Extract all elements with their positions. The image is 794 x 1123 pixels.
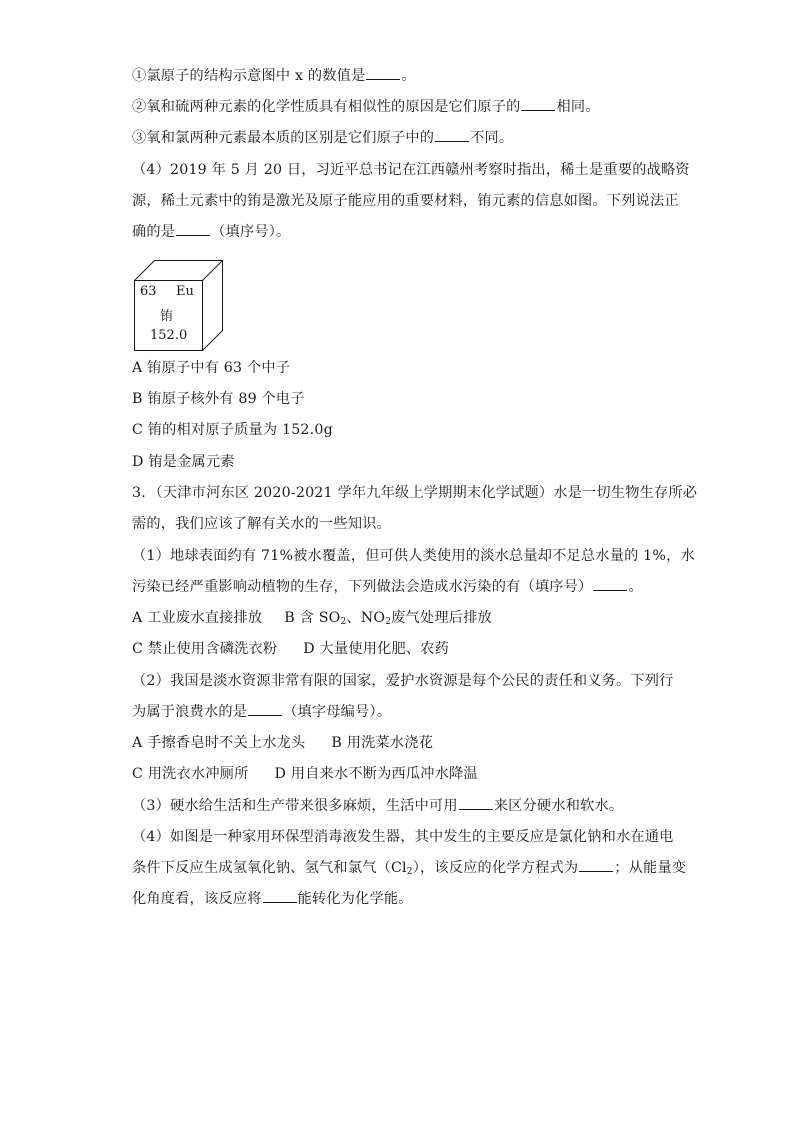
element-symbol: Eu [176, 284, 194, 299]
atomic-mass: 152.0 [150, 328, 188, 343]
answer-blank[interactable] [248, 703, 282, 716]
text: 能转化为化学能。 [297, 891, 413, 907]
text: 。 [628, 579, 643, 595]
option-b-prefix: B 含 SO [284, 610, 341, 626]
q3-part3-line [132, 796, 623, 816]
text: ；从能量变 [614, 860, 687, 876]
option-c: C 用洗衣水冲厕所 [132, 766, 249, 782]
option-b-suffix: 废气处理后排放 [391, 610, 492, 626]
option-b-mid: 、NO [346, 610, 386, 626]
text: ②氧和硫两种元素的化学性质具有相似性的原因是它们原子的 [132, 99, 521, 115]
q3-part1-options-ab [132, 608, 492, 632]
text: 。 [401, 68, 416, 84]
text: 确的是 [132, 224, 176, 240]
answer-blank[interactable] [366, 67, 400, 80]
answer-blank[interactable] [435, 129, 469, 142]
option-a: A 工业废水直接排放 [132, 610, 263, 626]
q3-part2-options-cd [132, 764, 478, 784]
sub-question-3 [132, 128, 513, 148]
sub-question-1 [132, 66, 416, 86]
text: 不同。 [470, 130, 514, 146]
text: ），该反应的化学方程式为 [412, 860, 579, 876]
element-card-figure [134, 260, 226, 352]
text: 条件下反应生成氢氧化钠、氢气和氯气（Cl [132, 860, 407, 876]
subscript: 2 [406, 867, 413, 877]
option-b: B 用洗菜水浇花 [331, 735, 434, 751]
q3-part4-line-3 [132, 889, 413, 909]
text: ③氧和氯两种元素最本质的区别是它们原子中的 [132, 130, 435, 146]
q3-part4-line-1: （4）如图是一种家用环保型消毒液发生器，其中发生的主要反应是氯化钠和水在通电 [132, 829, 674, 845]
text: 化角度看，该反应将 [132, 891, 262, 907]
answer-blank[interactable] [176, 223, 210, 236]
answer-blank[interactable] [593, 578, 627, 591]
q3-part2-options-ab [132, 733, 433, 753]
option-a: A 铕原子中有 63 个中子 [132, 360, 291, 376]
option-a: A 手擦香皂时不关上水龙头 [132, 735, 306, 751]
text: （3）硬水给生活和生产带来很多麻烦，生活中可用 [132, 798, 458, 814]
option-c: C 铕的相对原子质量为 152.0g [132, 422, 333, 438]
text: （填字母编号）。 [283, 704, 392, 720]
text: （填序号）。 [211, 224, 291, 240]
subscript: 2 [340, 617, 347, 627]
q3-part1-line-1: （1）地球表面约有 71%被水覆盖，但可供人类使用的淡水总量却不足总水量的 1%，水 [132, 548, 695, 564]
option-d: D 大量使用化肥、农药 [303, 641, 450, 657]
text: 污染已经严重影响动植物的生存，下列做法会造成水污染的有（填序号） [132, 579, 593, 595]
option-d: D 铕是金属元素 [132, 454, 235, 470]
q3-part2-line-2 [132, 702, 391, 722]
text: 来区分硬水和软水。 [493, 798, 624, 814]
paragraph-4-line-2: 源，稀土元素中的铕是激光及原子能应用的重要材料，铕元素的信息如图。下列说法正 [132, 193, 679, 209]
q3-part1-line-2 [132, 577, 643, 597]
q3-part1-options-cd [132, 639, 449, 659]
paragraph-4-line-1: （4）2019 年 5 月 20 日，习近平总书记在江西赣州考察时指出，稀土是重要的战略资 [132, 162, 690, 178]
sub-question-2 [132, 97, 600, 117]
option-d: D 用自来水不断为西瓜冲水降温 [274, 766, 478, 782]
answer-blank[interactable] [263, 890, 297, 903]
option-c: C 禁止使用含磷洗衣粉 [132, 641, 278, 657]
text: ①氯原子的结构示意图中 x 的数值是 [132, 68, 366, 84]
q3-part2-line-1: （2）我国是淡水资源非常有限的国家，爱护水资源是每个公民的责任和义务。下列行 [132, 673, 674, 689]
option-b: B 铕原子核外有 89 个电子 [132, 391, 305, 407]
answer-blank[interactable] [579, 859, 613, 872]
answer-blank[interactable] [459, 797, 493, 810]
subscript: 2 [385, 617, 392, 627]
answer-blank[interactable] [521, 98, 555, 111]
question-3-header-line-1: 3．（天津市河东区 2020-2021 学年九年级上学期期末化学试题）水是一切生物生存所必 [132, 485, 698, 501]
question-3-header-line-2: 需的，我们应该了解有关水的一些知识。 [132, 516, 391, 532]
text: 为属于浪费水的是 [132, 704, 248, 720]
element-name: 铕 [160, 309, 174, 324]
paragraph-4-line-3 [132, 222, 290, 242]
q3-part4-line-2 [132, 858, 686, 882]
text: 相同。 [556, 99, 600, 115]
atomic-number: 63 [140, 284, 157, 299]
